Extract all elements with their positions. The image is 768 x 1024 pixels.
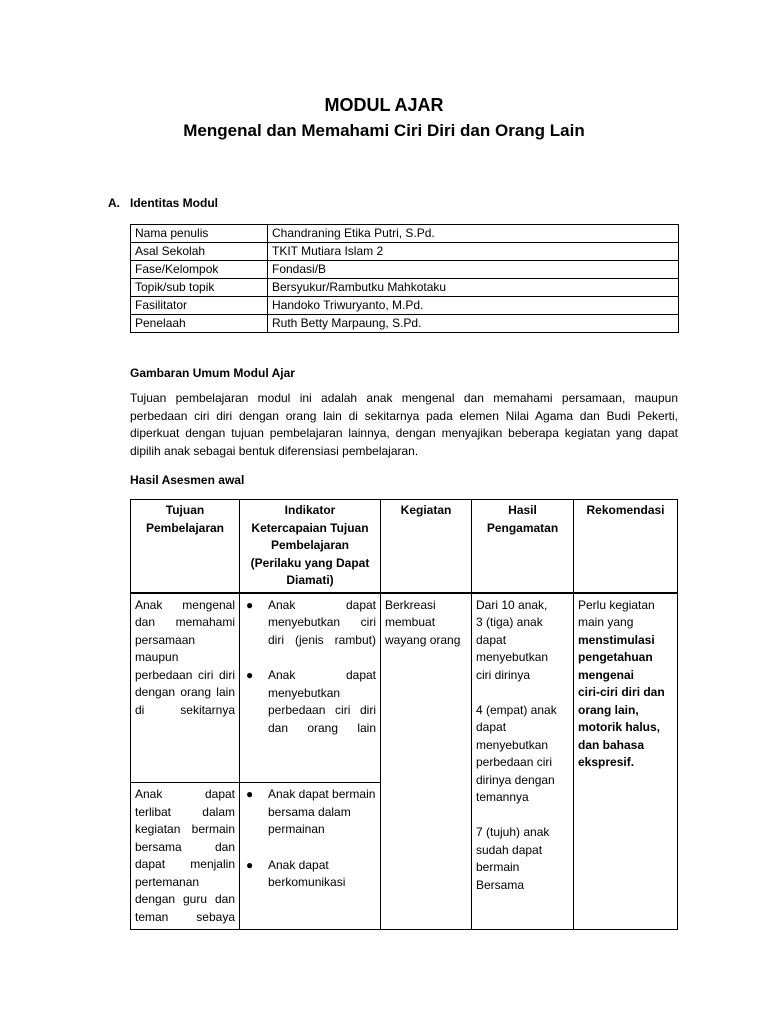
table-row (131, 243, 679, 261)
list-item: ● Anak dapat menyebutkan perbedaan ciri diri dan orang lain (246, 668, 376, 735)
list-item: ● Anak dapat menyebutkan ciri diri (jenis rambut) (246, 597, 376, 647)
identitas-key: Topik/sub topik (131, 279, 268, 297)
identitas-value: Handoko Triwuryanto, M.Pd. (268, 297, 679, 315)
table-row (131, 261, 679, 279)
tujuan-cell (131, 593, 240, 783)
identitas-value: Bersyukur/Rambutku Mahkotaku (268, 279, 679, 297)
hasil-block: 4 (empat) anak dapat menyebutkan perbedaan ciri dirinya dengan temannya (476, 702, 557, 804)
rekomendasi-cell: Perlu kegiatan main yang menstimulasi pengetahuan mengenai ciri-ciri diri dan orang lain, motorik halus, dan bahasa ekspresif. (574, 593, 678, 930)
document-title: MODUL AJAR (324, 95, 444, 115)
header-tujuan: Tujuan Pembelajaran (131, 500, 240, 593)
table-header-row (131, 500, 678, 593)
document-subtitle: Mengenal dan Memahami Ciri Diri dan Orang Lain (183, 121, 585, 140)
identitas-value: Fondasi/B (268, 261, 679, 279)
kegiatan-text: Berkreasi membuat wayang orang (385, 597, 461, 647)
section-a-heading (108, 196, 218, 210)
tujuan-cell (131, 783, 240, 930)
header-indikator: Indikator Ketercapaian Tujuan Pembelajaran (Perilaku yang Dapat Diamati) (240, 500, 381, 593)
indikator-list (244, 597, 376, 738)
indikator-cell (240, 783, 381, 930)
table-row (131, 315, 679, 333)
hasil-asesmen-heading: Hasil Asesmen awal (130, 473, 245, 487)
header-kegiatan: Kegiatan (381, 500, 472, 593)
gambaran-heading: Gambaran Umum Modul Ajar (130, 366, 295, 380)
identitas-key: Fasilitator (131, 297, 268, 315)
hasil-block: 7 (tujuh) anak sudah dapat bermain Bersama (476, 825, 550, 892)
identitas-value: TKIT Mutiara Islam 2 (268, 243, 679, 261)
indikator-cell (240, 593, 381, 783)
asesmen-table (130, 499, 678, 930)
list-item: ● Anak dapat berkomunikasi (246, 857, 346, 889)
hasil-block: Dari 10 anak, 3 (tiga) anak dapat menyebutkan ciri dirinya (476, 597, 549, 682)
bullet-icon: ● (246, 597, 254, 612)
indikator-list (244, 786, 376, 892)
tujuan-text: Anak dapat terlibat dalam kegiatan bermain bersama dan dapat menjalin pertemanan dengan guru dan teman sebaya (135, 787, 235, 924)
table-row (131, 593, 678, 783)
list-item: ● Anak dapat bermain bersama dalam permainan (246, 787, 376, 836)
identitas-key: Fase/Kelompok (131, 261, 268, 279)
bullet-icon: ● (246, 857, 254, 872)
section-label: Identitas Modul (130, 196, 218, 210)
identitas-key: Asal Sekolah (131, 243, 268, 261)
identitas-value: Chandraning Etika Putri, S.Pd. (268, 225, 679, 243)
gambaran-paragraph: Tujuan pembelajaran modul ini adalah anak mengenal dan memahami persamaan, maupun perbedaan ciri diri dengan orang lain di sekitarnya pada elemen Nilai Agama dan Budi Pekerti, diperkuat dengan tujuan pembelajaran lainnya, dengan menyajikan beberapa kegiatan yang dapat dipilih anak sebagai bentuk diferensiasi pembelajaran. (130, 391, 678, 458)
identitas-key: Penelaah (131, 315, 268, 333)
identitas-key: Nama penulis (131, 225, 268, 243)
identitas-value: Ruth Betty Marpaung, S.Pd. (268, 315, 679, 333)
identitas-table (130, 224, 679, 333)
header-hasil: Hasil Pengamatan (472, 500, 574, 593)
table-row (131, 279, 679, 297)
tujuan-text: Anak mengenal dan memahami persamaan maupun perbedaan ciri diri dengan orang lain di sekitarnya (135, 597, 235, 717)
table-row (131, 225, 679, 243)
section-number: A. (108, 196, 120, 210)
table-row (131, 297, 679, 315)
bullet-icon: ● (246, 668, 254, 682)
kegiatan-cell (381, 593, 472, 930)
hasil-cell (472, 593, 574, 930)
header-rekomendasi: Rekomendasi (574, 500, 678, 593)
bullet-icon: ● (246, 787, 254, 801)
